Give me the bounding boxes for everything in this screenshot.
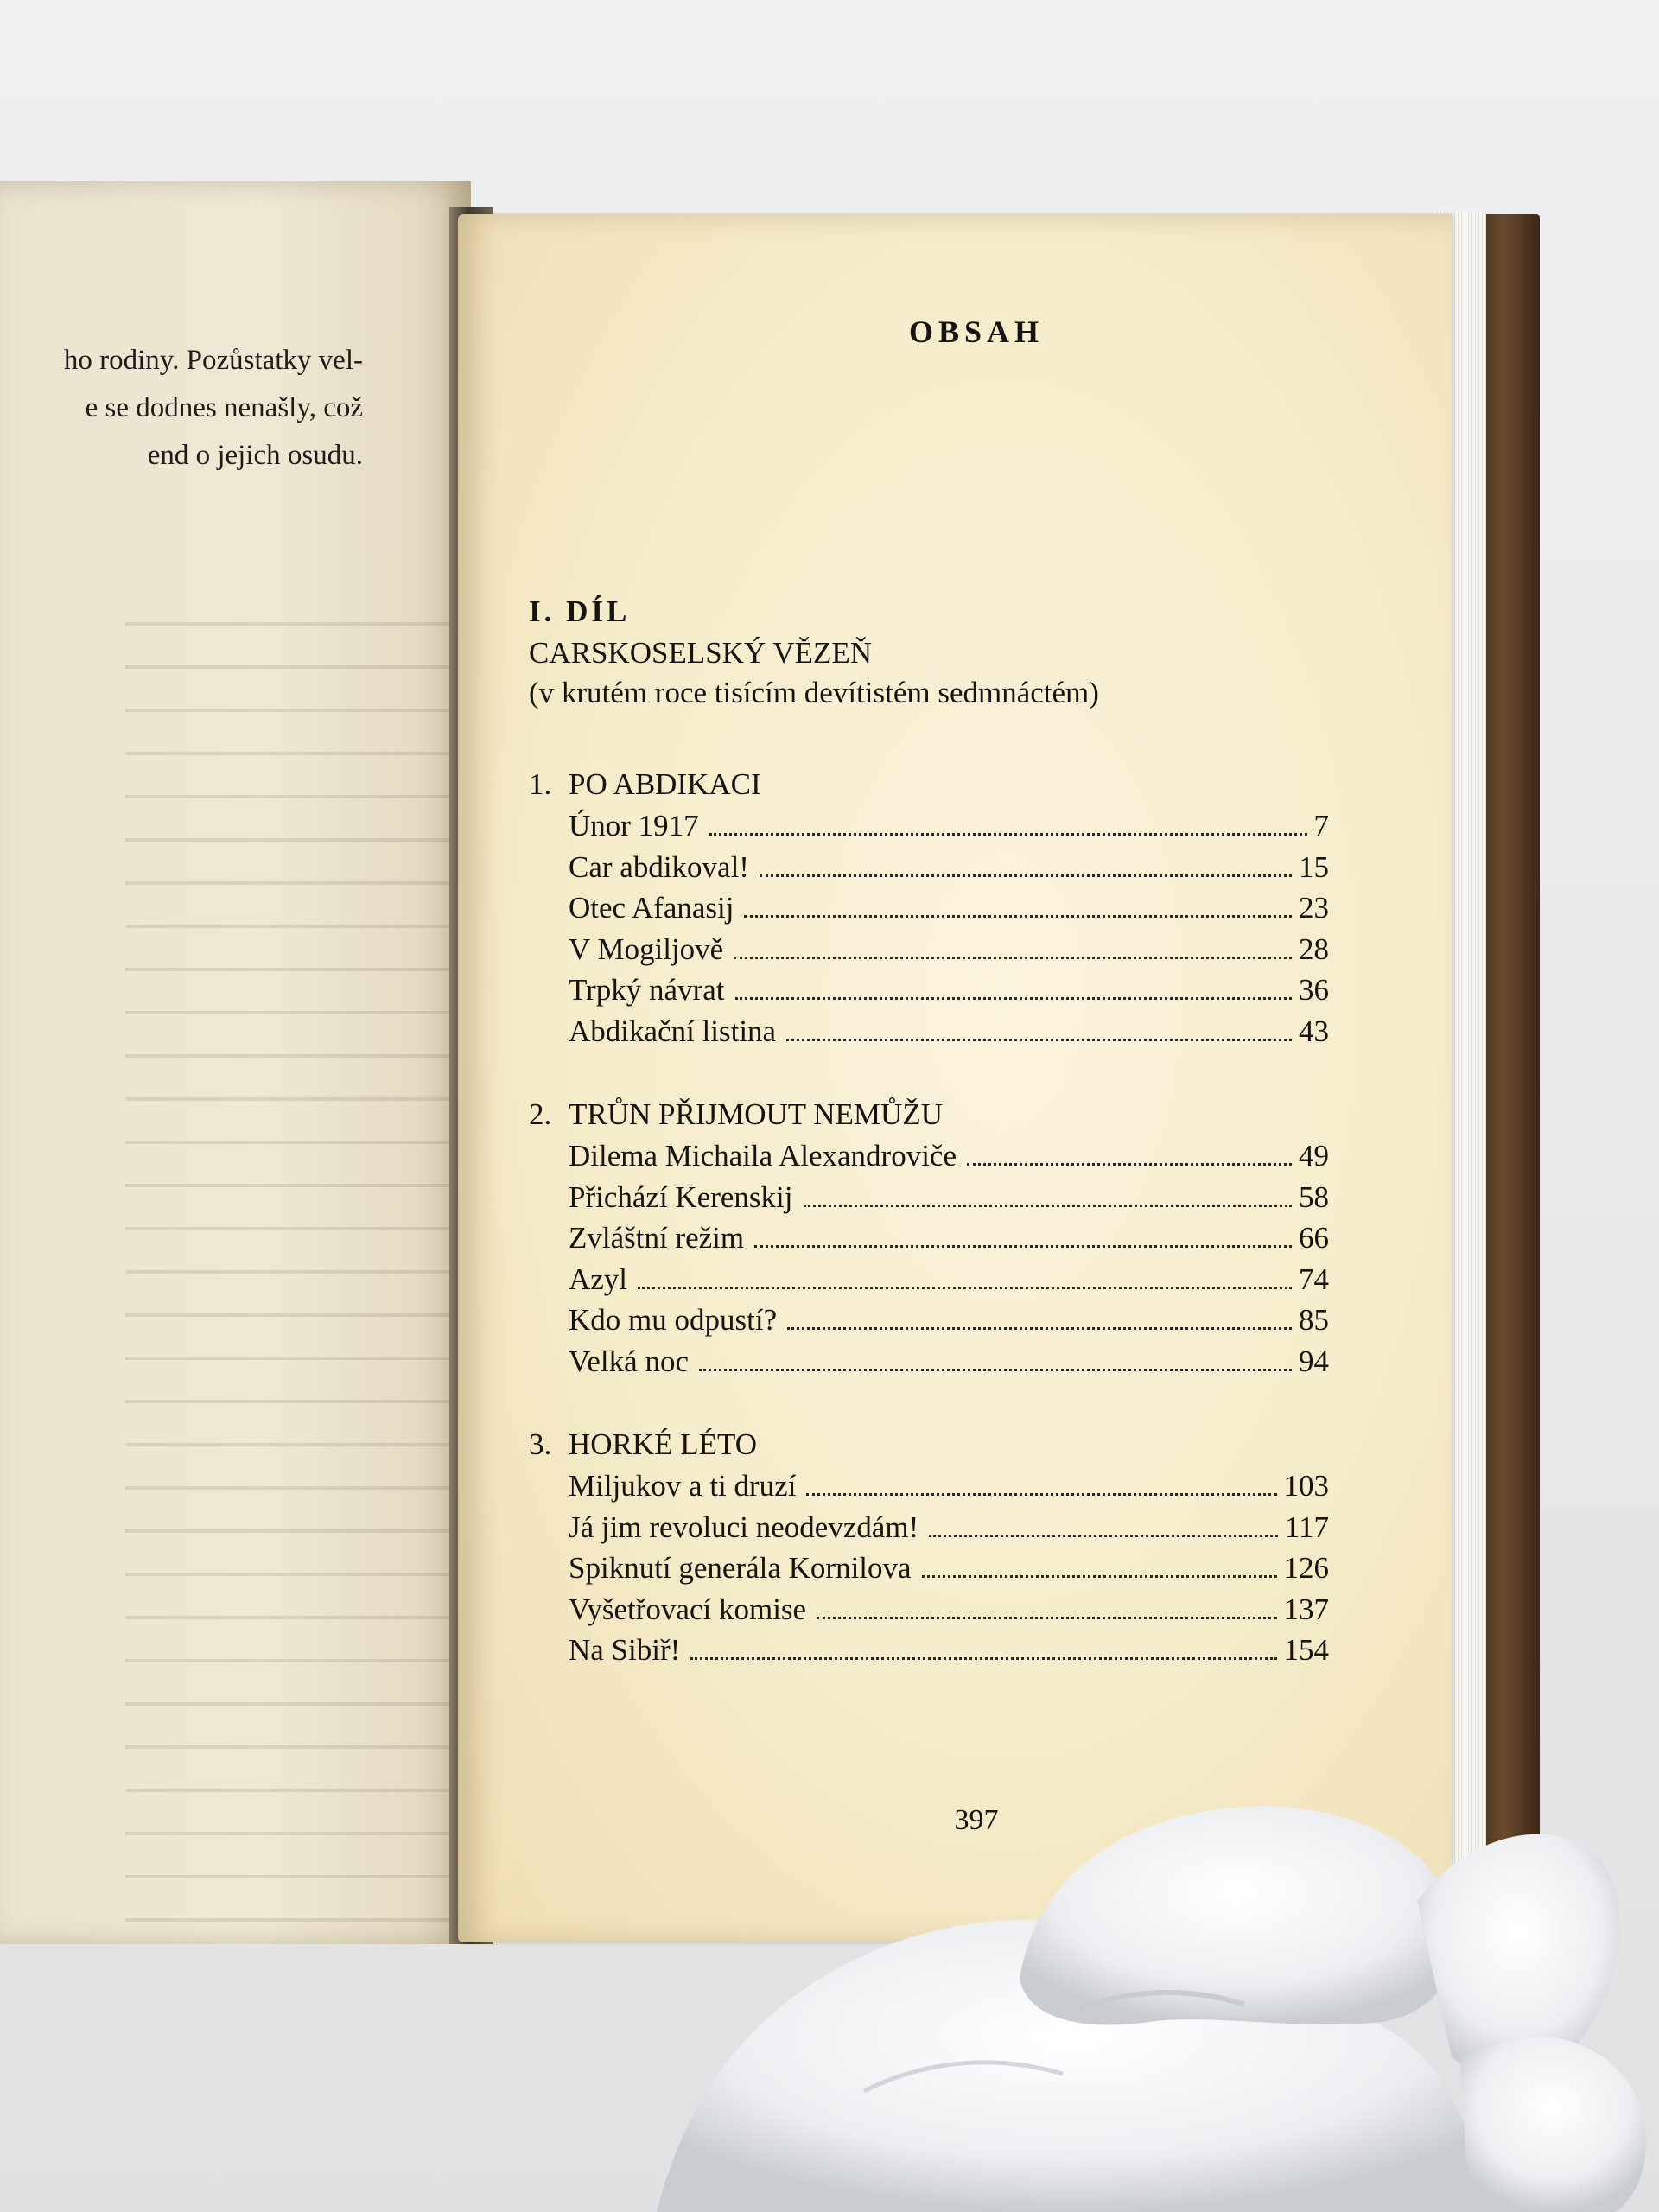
entry-page: 103 [1283, 1469, 1329, 1503]
contents-title: OBSAH [908, 315, 1045, 349]
toc-entry [569, 1548, 1329, 1589]
entry-page: 94 [1299, 1344, 1329, 1378]
entry-page: 7 [1313, 809, 1329, 842]
toc-entry [569, 887, 1329, 929]
entry-page: 36 [1299, 973, 1329, 1007]
entry-page: 15 [1299, 849, 1329, 884]
entry-label: Spiknutí generála Kornilova [569, 1551, 912, 1585]
entry-page: 58 [1299, 1179, 1329, 1214]
entry-label: Já jim revoluci neodevzdám! [569, 1510, 919, 1544]
toc-entry [569, 1300, 1329, 1341]
section-heading [529, 1424, 1393, 1465]
entry-label: Vyšetřovací komise [569, 1592, 807, 1626]
leader-dots [817, 1616, 1276, 1619]
entry-label: Azyl [569, 1262, 628, 1296]
entry-label: Otec Afanasij [569, 891, 734, 925]
entry-label: Dilema Michaila Alexandroviče [569, 1139, 957, 1173]
toc-entry [569, 1507, 1329, 1548]
leader-dots [786, 1038, 1292, 1041]
toc-entry [569, 847, 1329, 888]
page-number: 397 [954, 1804, 999, 1836]
part-number: I. DÍL [529, 594, 631, 628]
section-title: TRŮN PŘIJMOUT NEMŮŽU [569, 1097, 943, 1131]
entry-label: Velká noc [569, 1344, 689, 1378]
toc-entry [569, 969, 1329, 1011]
leader-dots [744, 914, 1292, 918]
entry-label: Kdo mu odpustí? [569, 1303, 778, 1337]
section-title: HORKÉ LÉTO [569, 1427, 758, 1461]
toc-entry [569, 1589, 1329, 1630]
leader-dots [806, 1492, 1276, 1496]
section-number: 1. [529, 767, 552, 801]
section-heading [529, 1094, 1393, 1135]
entry-page: 49 [1299, 1139, 1329, 1173]
entry-page: 154 [1283, 1633, 1329, 1667]
part-name: CARSKOSELSKÝ VĚZEŇ [529, 636, 873, 670]
leader-dots [787, 1326, 1292, 1330]
leader-dots [690, 1656, 1276, 1660]
toc-entry [569, 1177, 1329, 1218]
toc-section-3 [529, 1424, 1393, 1671]
toc-entry [569, 1259, 1329, 1300]
section-title: PO ABDIKACI [569, 767, 761, 801]
leader-dots [967, 1162, 1292, 1166]
entry-page: 66 [1299, 1221, 1329, 1255]
toc-entry [569, 1630, 1329, 1671]
toc-section-2 [529, 1094, 1393, 1382]
toc-entry [569, 1341, 1329, 1382]
left-line: ho rodiny. Pozůstatky vel- [63, 345, 363, 376]
leader-dots [929, 1534, 1278, 1537]
leader-dots [699, 1368, 1292, 1371]
left-line: end o jejich osudu. [147, 440, 363, 471]
entry-label: Miljukov a ti druzí [569, 1469, 797, 1503]
section-heading [529, 764, 1393, 805]
toc-entry [569, 1135, 1329, 1177]
entry-label: Car abdikoval! [569, 849, 749, 884]
entry-page: 43 [1299, 1014, 1329, 1048]
entry-page: 137 [1283, 1592, 1329, 1626]
section-number: 2. [529, 1097, 552, 1131]
leader-dots [760, 874, 1292, 877]
leader-dots [709, 832, 1307, 836]
entry-label: Na Sibiř! [569, 1633, 681, 1667]
entry-page: 28 [1299, 931, 1329, 966]
left-book-page [0, 181, 471, 1944]
part-heading [529, 594, 1099, 710]
entry-page: 23 [1299, 891, 1329, 925]
entry-label: Trpký návrat [569, 973, 725, 1007]
toc-entry [569, 1465, 1329, 1507]
entry-label: Přichází Kerenskij [569, 1179, 793, 1214]
left-line: e se dodnes nenašly, což [85, 392, 363, 423]
glove-palm [657, 1920, 1486, 2212]
show-through-text [125, 596, 454, 1936]
entry-page: 117 [1284, 1510, 1329, 1544]
leader-dots [638, 1286, 1292, 1289]
entry-page: 74 [1299, 1262, 1329, 1296]
entry-page: 126 [1283, 1551, 1329, 1585]
leader-dots [804, 1204, 1293, 1207]
toc-entry [569, 805, 1329, 847]
leader-dots [922, 1574, 1277, 1578]
entry-label: Abdikační listina [569, 1014, 777, 1048]
section-number: 3. [529, 1427, 552, 1461]
entry-label: Únor 1917 [569, 809, 699, 842]
right-book-page [458, 214, 1452, 1942]
toc-entry [569, 1011, 1329, 1052]
left-page-text [0, 337, 363, 480]
toc-entry [569, 1217, 1329, 1259]
leader-dots [734, 956, 1292, 959]
entry-label: Zvláštní režim [569, 1221, 745, 1255]
glove-finger-lower [1460, 2037, 1646, 2212]
part-subtitle: (v krutém roce tisícím devítistém sedmnáctém) [529, 676, 1099, 709]
toc-section-1 [529, 764, 1393, 1052]
leader-dots [754, 1244, 1292, 1248]
toc-entry [569, 929, 1329, 970]
leader-dots [735, 996, 1292, 1000]
entry-label: V Mogiljově [569, 931, 724, 966]
entry-page: 85 [1299, 1303, 1329, 1337]
book-cover-edge [1479, 214, 1540, 1960]
